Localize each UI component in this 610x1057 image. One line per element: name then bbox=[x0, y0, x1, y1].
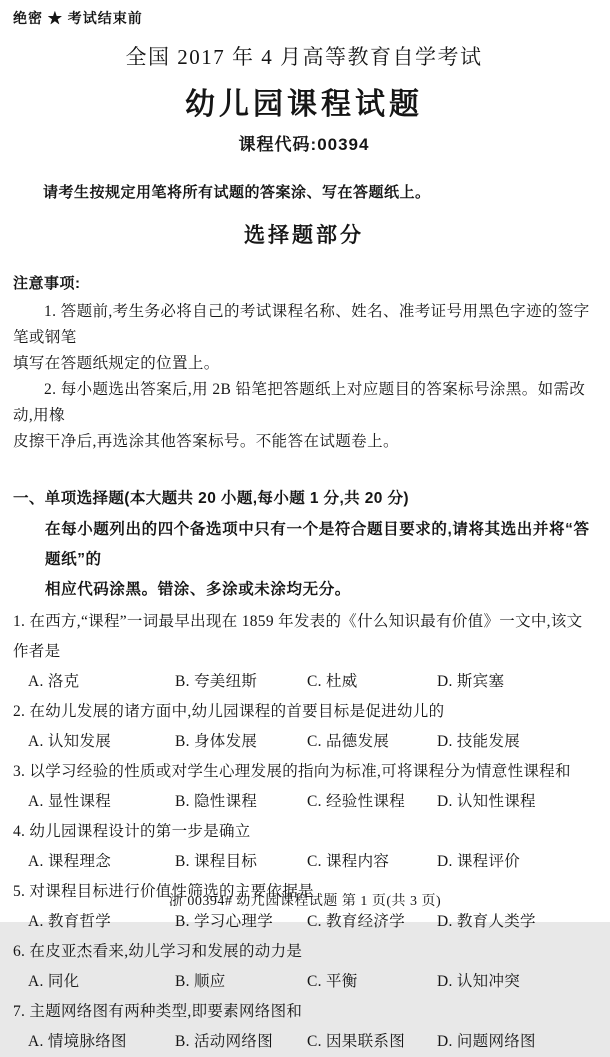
option: B. 顺应 bbox=[175, 973, 226, 990]
option: A. 课程理念 bbox=[28, 853, 112, 870]
options-row bbox=[13, 1027, 595, 1057]
notes-list bbox=[13, 299, 595, 455]
part-one-instructions bbox=[13, 515, 595, 605]
option: B. 身体发展 bbox=[175, 733, 258, 750]
questions-list bbox=[13, 607, 595, 1057]
part-one-heading: 一、单项选择题(本大题共 20 小题,每小题 1 分,共 20 分) bbox=[13, 490, 409, 507]
option: D. 教育人类学 bbox=[437, 913, 536, 930]
option: B. 学习心理学 bbox=[175, 913, 273, 930]
option: A. 情境脉络图 bbox=[28, 1033, 127, 1050]
page-footer: 浙 00394# 幼儿园课程试题 第 1 页(共 3 页) bbox=[168, 894, 442, 909]
note-line: 2. 每小题选出答案后,用 2B 铅笔把答题纸上对应题目的答案标号涂黑。如需改动,用橡 bbox=[13, 381, 586, 424]
note-line: 填写在答题纸规定的位置上。 bbox=[13, 355, 220, 372]
option: C. 平衡 bbox=[307, 973, 358, 990]
option: D. 课程评价 bbox=[437, 853, 521, 870]
option: D. 问题网络图 bbox=[437, 1033, 536, 1050]
option: C. 课程内容 bbox=[307, 853, 390, 870]
option: A. 教育哲学 bbox=[28, 913, 112, 930]
note-item bbox=[13, 377, 595, 455]
option: C. 经验性课程 bbox=[307, 793, 405, 810]
option: D. 技能发展 bbox=[437, 733, 521, 750]
option: D. 认知冲突 bbox=[437, 973, 521, 990]
options-row bbox=[13, 907, 595, 937]
option: B. 夸美纽斯 bbox=[175, 673, 258, 690]
part-instruction-line: 在每小题列出的四个备选项中只有一个是符合题目要求的,请将其选出并将“答题纸”的 bbox=[45, 521, 590, 568]
option: C. 教育经济学 bbox=[307, 913, 405, 930]
option: A. 认知发展 bbox=[28, 733, 112, 750]
question bbox=[13, 817, 595, 877]
option: A. 洛克 bbox=[28, 673, 80, 690]
option: D. 认知性课程 bbox=[437, 793, 536, 810]
question-stem: 7. 主题网络图有两种类型,即要素网络图和 bbox=[13, 1003, 303, 1020]
options-row bbox=[13, 847, 595, 877]
option: A. 显性课程 bbox=[28, 793, 112, 810]
note-item bbox=[13, 299, 595, 377]
options-row bbox=[13, 667, 595, 697]
options-row bbox=[13, 787, 595, 817]
note-line: 1. 答题前,考生务必将自己的考试课程名称、姓名、准考证号用黑色字迹的签字笔或钢笔 bbox=[13, 303, 590, 346]
paper-title: 幼儿园课程试题 bbox=[185, 88, 423, 121]
option: B. 课程目标 bbox=[175, 853, 258, 870]
option: B. 活动网络图 bbox=[175, 1033, 273, 1050]
answer-sheet-notice: 请考生按规定用笔将所有试题的答案涂、写在答题纸上。 bbox=[43, 184, 431, 201]
question bbox=[13, 697, 595, 757]
part-instruction-line: 相应代码涂黑。错涂、多涂或未涂均无分。 bbox=[45, 581, 351, 598]
course-code: 课程代码:00394 bbox=[238, 135, 370, 154]
question-stem: 2. 在幼儿发展的诸方面中,幼儿园课程的首要目标是促进幼儿的 bbox=[13, 703, 445, 720]
option: D. 斯宾塞 bbox=[437, 673, 505, 690]
option: A. 同化 bbox=[28, 973, 80, 990]
note-line: 皮擦干净后,再选涂其他答案标号。不能答在试题卷上。 bbox=[13, 433, 399, 450]
options-row bbox=[13, 967, 595, 997]
question-stem: 6. 在皮亚杰看来,幼儿学习和发展的动力是 bbox=[13, 943, 303, 960]
section-title: 选择题部分 bbox=[244, 224, 364, 247]
options-row bbox=[13, 727, 595, 757]
option: C. 品德发展 bbox=[307, 733, 390, 750]
question bbox=[13, 937, 595, 997]
question bbox=[13, 607, 595, 697]
option: B. 隐性课程 bbox=[175, 793, 258, 810]
option: C. 杜威 bbox=[307, 673, 358, 690]
option: C. 因果联系图 bbox=[307, 1033, 405, 1050]
question-stem: 5. 对课程目标进行价值性筛选的主要依据是 bbox=[13, 883, 314, 900]
security-classification-label: 绝密 ★ 考试结束前 bbox=[13, 10, 143, 26]
question-stem: 1. 在西方,“课程”一词最早出现在 1859 年发表的《什么知识最有价值》一文中,该文作者是 bbox=[13, 613, 583, 660]
question-stem: 3. 以学习经验的性质或对学生心理发展的指向为标准,可将课程分为情意性课程和 bbox=[13, 763, 571, 780]
question-stem: 4. 幼儿园课程设计的第一步是确立 bbox=[13, 823, 251, 840]
question bbox=[13, 997, 595, 1057]
question bbox=[13, 757, 595, 817]
exam-session-title: 全国 2017 年 4 月高等教育自学考试 bbox=[125, 45, 483, 69]
notes-heading: 注意事项: bbox=[13, 275, 81, 292]
